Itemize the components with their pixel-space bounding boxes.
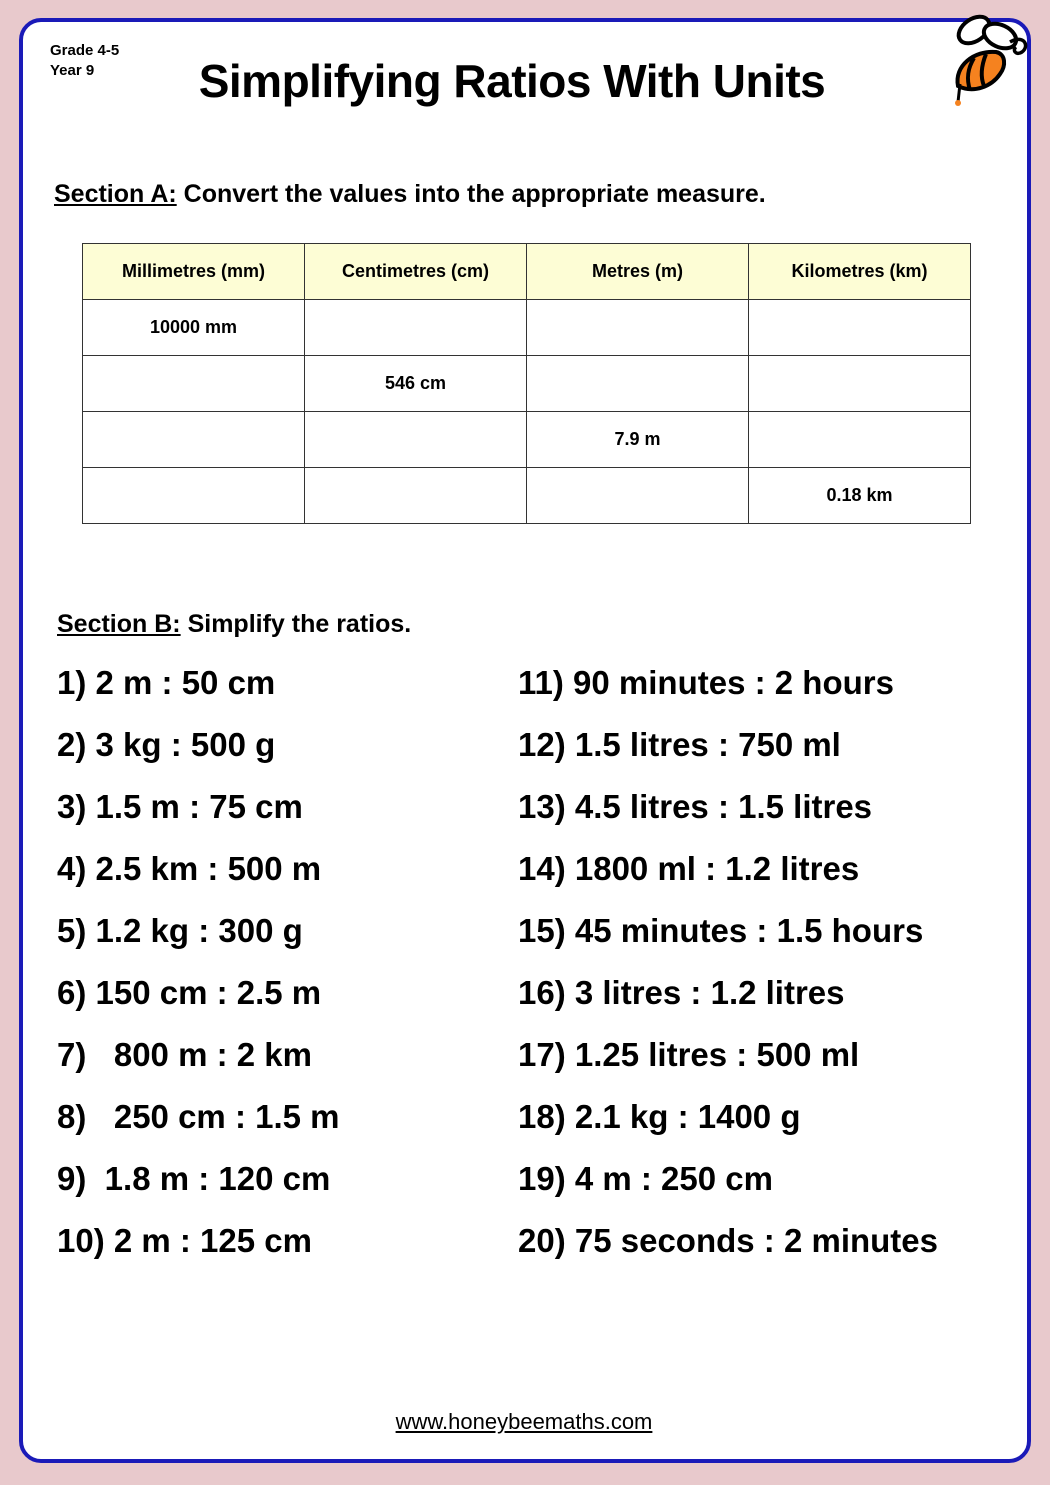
question-item: 6) 150 cm : 2.5 m	[57, 974, 322, 1011]
table-cell: 7.9 m	[527, 412, 749, 468]
table-cell	[305, 412, 527, 468]
header-kilometres: Kilometres (km)	[749, 244, 971, 300]
header-metres: Metres (m)	[527, 244, 749, 300]
table-row	[83, 356, 971, 412]
question-item: 17) 1.25 litres : 500 ml	[518, 1036, 860, 1073]
table-row	[83, 300, 971, 356]
table-row	[83, 412, 971, 468]
question-item: 1) 2 m : 50 cm	[57, 664, 276, 701]
table-cell	[83, 468, 305, 524]
question-item: 18) 2.1 kg : 1400 g	[518, 1098, 801, 1135]
table-cell	[527, 300, 749, 356]
year-label: Year 9	[50, 62, 95, 79]
section-b-instruction: Simplify the ratios.	[180, 610, 412, 638]
question-item: 19) 4 m : 250 cm	[518, 1160, 773, 1197]
question-item: 3) 1.5 m : 75 cm	[57, 788, 303, 825]
question-item: 20) 75 seconds : 2 minutes	[518, 1222, 938, 1259]
section-a-instruction: Convert the values into the appropriate measure.	[176, 180, 766, 208]
table-cell	[83, 356, 305, 412]
questions-left-column	[57, 652, 339, 1272]
table-cell	[749, 356, 971, 412]
section-a-heading	[54, 180, 766, 209]
table-cell	[305, 468, 527, 524]
table-row	[83, 468, 971, 524]
table-cell	[527, 356, 749, 412]
table-cell	[749, 300, 971, 356]
header-centimetres: Centimetres (cm)	[305, 244, 527, 300]
page-title: Simplifying Ratios With Units	[198, 55, 826, 107]
question-item: 7) 800 m : 2 km	[57, 1036, 312, 1073]
bee-icon	[944, 6, 1034, 106]
section-a-label: Section A:	[54, 180, 177, 208]
section-b-label: Section B:	[57, 610, 181, 638]
grade-label: Grade 4-5	[50, 42, 120, 59]
table-cell	[305, 300, 527, 356]
question-item: 15) 45 minutes : 1.5 hours	[518, 912, 924, 949]
header-millimetres: Millimetres (mm)	[83, 244, 305, 300]
question-item: 14) 1800 ml : 1.2 litres	[518, 850, 860, 887]
question-item: 9) 1.8 m : 120 cm	[57, 1160, 331, 1197]
conversion-table	[82, 243, 971, 524]
questions-right-column	[518, 652, 938, 1272]
table-cell	[749, 412, 971, 468]
question-item: 12) 1.5 litres : 750 ml	[518, 726, 841, 763]
question-item: 2) 3 kg : 500 g	[57, 726, 276, 763]
table-cell: 0.18 km	[749, 468, 971, 524]
question-item: 5) 1.2 kg : 300 g	[57, 912, 303, 949]
table-header-row	[83, 244, 971, 300]
table-cell: 10000 mm	[83, 300, 305, 356]
table-cell	[83, 412, 305, 468]
table-cell	[527, 468, 749, 524]
table-cell: 546 cm	[305, 356, 527, 412]
question-item: 4) 2.5 km : 500 m	[57, 850, 322, 887]
question-item: 8) 250 cm : 1.5 m	[57, 1098, 340, 1135]
question-item: 16) 3 litres : 1.2 litres	[518, 974, 845, 1011]
question-item: 11) 90 minutes : 2 hours	[518, 664, 894, 701]
question-item: 13) 4.5 litres : 1.5 litres	[518, 788, 873, 825]
section-b-heading	[57, 610, 411, 639]
footer-link[interactable]: www.honeybeemaths.com	[395, 1409, 653, 1434]
question-item: 10) 2 m : 125 cm	[57, 1222, 312, 1259]
